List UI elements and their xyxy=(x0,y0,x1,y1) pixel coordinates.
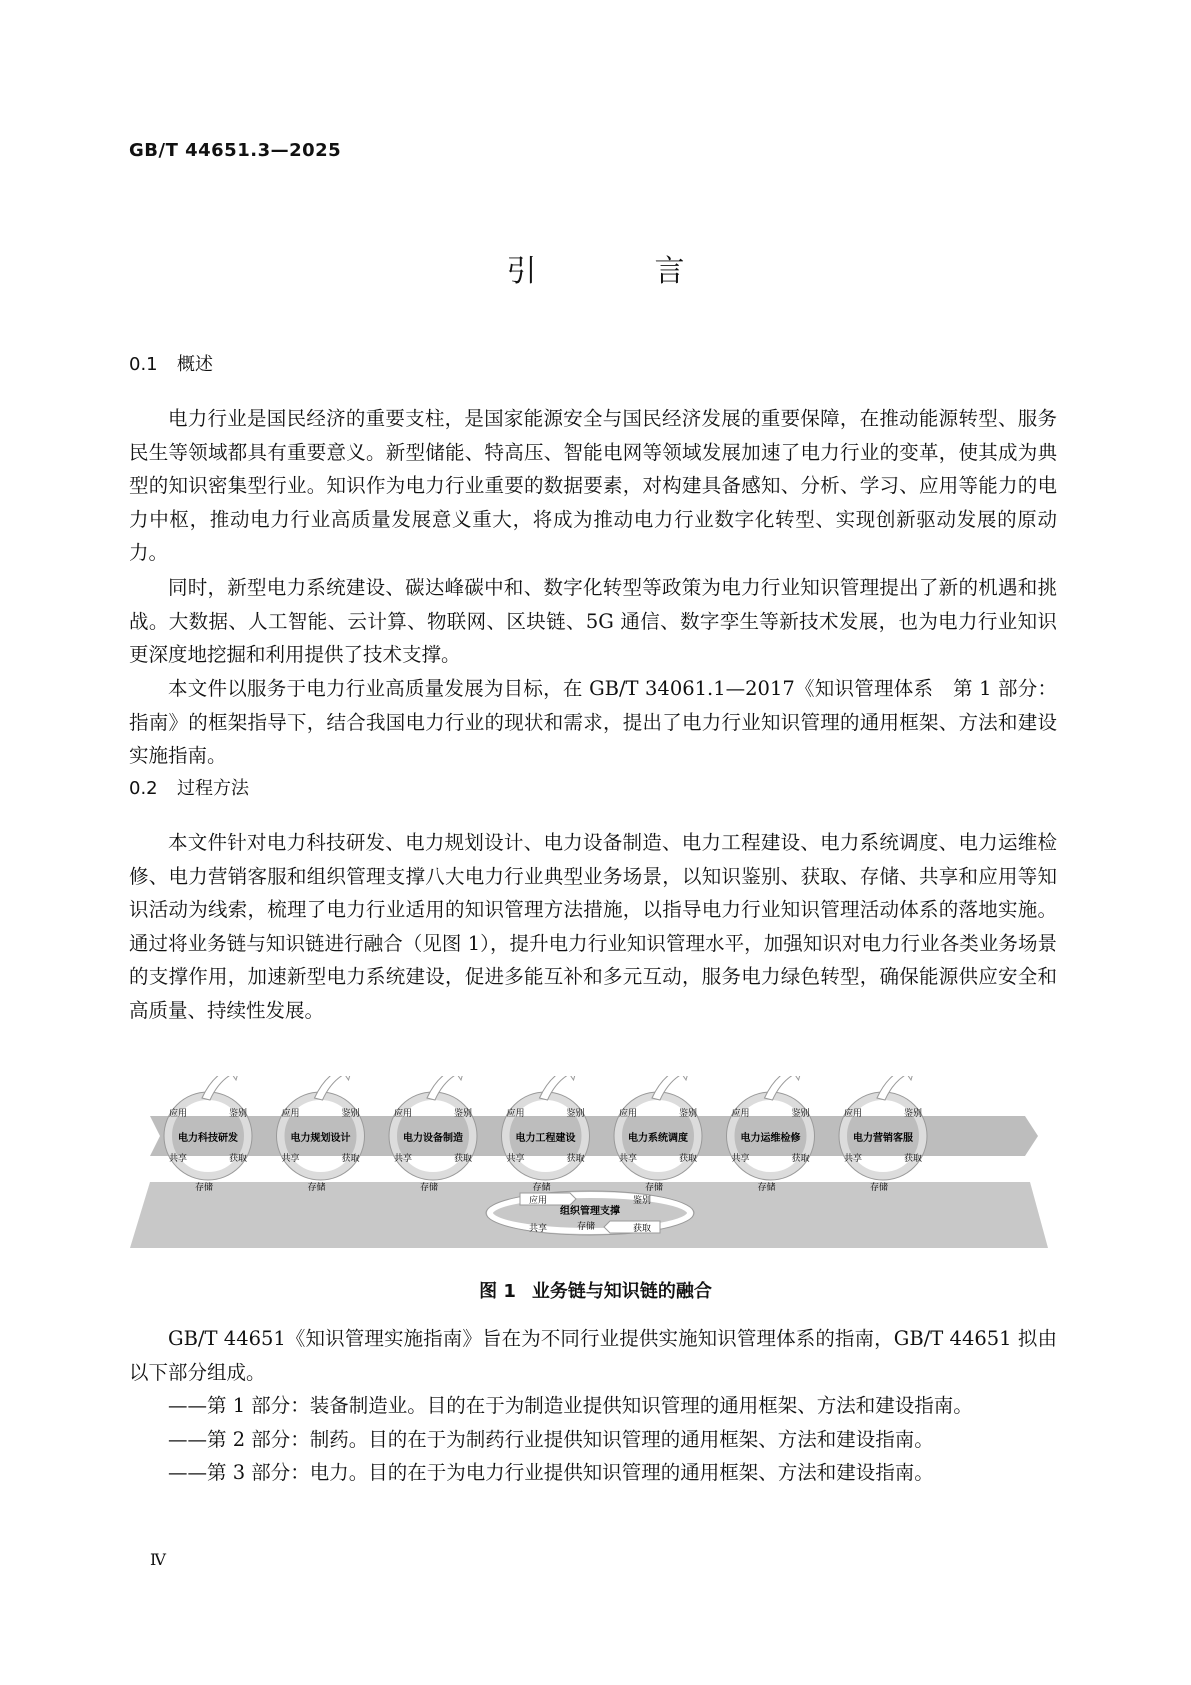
activity-label-acquire: 获取 xyxy=(678,1154,698,1164)
activity-label-apply: 应用 xyxy=(618,1109,638,1119)
figure-business-knowledge-chain xyxy=(128,1076,1064,1256)
business-label: 电力科技研发 xyxy=(178,1133,238,1144)
activity-label-share: 共享 xyxy=(393,1154,413,1164)
caption-text: 业务链与知识链的融合 xyxy=(531,1281,712,1302)
activity-label-store: 存储 xyxy=(869,1183,889,1193)
activity-label-acquire: 获取 xyxy=(453,1154,473,1164)
support-activity-apply: 应用 xyxy=(528,1196,548,1206)
business-label: 电力设备制造 xyxy=(403,1133,463,1144)
activity-label-identify: 鉴别 xyxy=(903,1109,923,1119)
activity-label-share: 共享 xyxy=(843,1154,863,1164)
page-title: 引 言 xyxy=(506,254,729,289)
section-number: 0.2 xyxy=(129,778,158,799)
list-item-part-3: ——第 3 部分：电力。目的在于为电力行业提供知识管理的通用框架、方法和建设指南。 xyxy=(168,1461,934,1484)
activity-label-acquire: 获取 xyxy=(566,1154,585,1164)
activity-label-share: 共享 xyxy=(168,1154,188,1164)
activity-label-acquire: 获取 xyxy=(341,1154,360,1164)
caption-number: 图 1 xyxy=(479,1281,516,1302)
activity-label-store: 存储 xyxy=(757,1183,776,1193)
support-label: 组织管理支撑 xyxy=(560,1206,620,1217)
paragraph-series-intro: GB/T 44651《知识管理实施指南》旨在为不同行业提供实施知识管理体系的指南，GB/T 44651 拟由以下部分组成。 xyxy=(129,1327,1057,1384)
activity-label-identify: 鉴别 xyxy=(228,1109,248,1119)
paragraph-process-method: 本文件针对电力科技研发、电力规划设计、电力设备制造、电力工程建设、电力系统调度、电力运维检修、电力营销客服和组织管理支撑八大电力行业典型业务场景，以知识鉴别、获取、存储、共享和应用等知识活动为线索，梳理了电力行业适用的知识管理方法措施，以指导电力行业知识管理活动体系的落地实施。通过将业务链与知识链进行融合（见图 1），提升电力行业知识管理水平，加强知识对电力行业各类业务场景的支撑作用，加速新型电力系统建设，促进多能互补和多元互动，服务电力绿色转型，确保能源供应安全和高质量、持续性发展。 xyxy=(129,831,1057,1022)
activity-label-apply: 应用 xyxy=(506,1109,525,1119)
support-activity-share: 共享 xyxy=(528,1224,548,1234)
activity-label-store: 存储 xyxy=(419,1183,439,1193)
activity-label-identify: 鉴别 xyxy=(566,1109,585,1119)
list-item-part-1: ——第 1 部分：装备制造业。目的在于为制造业提供知识管理的通用框架、方法和建设指南。 xyxy=(168,1394,973,1417)
paragraph-overview-2: 同时，新型电力系统建设、碳达峰碳中和、数字化转型等政策为电力行业知识管理提出了新的机遇和挑战。大数据、人工智能、云计算、物联网、区块链、5G 通信、数字孪生等新技术发展，也为电力行业知识更深度地挖掘和利用提供了技术支撑。 xyxy=(129,576,1057,667)
activity-label-apply: 应用 xyxy=(843,1109,863,1119)
activity-label-store: 存储 xyxy=(644,1183,664,1193)
activity-label-apply: 应用 xyxy=(731,1109,750,1119)
activity-label-share: 共享 xyxy=(731,1154,750,1164)
fusion-diagram xyxy=(128,1076,1064,1252)
paragraph-overview-1: 电力行业是国民经济的重要支柱，是国家能源安全与国民经济发展的重要保障，在推动能源转型、服务民生等领域都具有重要意义。新型储能、特高压、智能电网等领域发展加速了电力行业的变革，使其成为典型的知识密集型行业。知识作为电力行业重要的数据要素，对构建具备感知、分析、学习、应用等能力的电力中枢，推动电力行业高质量发展意义重大，将成为推动电力行业数字化转型、实现创新驱动发展的原动力。 xyxy=(129,407,1057,565)
activity-label-acquire: 获取 xyxy=(228,1154,248,1164)
activity-label-share: 共享 xyxy=(618,1154,638,1164)
page-number: Ⅳ xyxy=(150,1550,166,1569)
section-title: 概述 xyxy=(177,354,213,375)
activity-label-acquire: 获取 xyxy=(791,1154,810,1164)
support-activity-store: 存储 xyxy=(576,1222,596,1232)
section-title: 过程方法 xyxy=(177,778,249,799)
business-label: 电力系统调度 xyxy=(628,1133,688,1144)
business-label: 电力运维检修 xyxy=(740,1133,801,1144)
section-heading-0-1 xyxy=(129,350,213,376)
activity-label-acquire: 获取 xyxy=(903,1154,923,1164)
activity-label-store: 存储 xyxy=(307,1183,326,1193)
activity-label-store: 存储 xyxy=(532,1183,551,1193)
figure-caption xyxy=(0,1277,1191,1303)
activity-label-identify: 鉴别 xyxy=(678,1109,698,1119)
paragraph-overview-3: 本文件以服务于电力行业高质量发展为目标，在 GB/T 34061.1—2017《知识管理体系 第 1 部分：指南》的框架指导下，结合我国电力行业的现状和需求，提出了电力行业知识管理的通用框架、方法和建设实施指南。 xyxy=(129,677,1057,768)
business-label: 电力营销客服 xyxy=(853,1133,913,1144)
activity-label-share: 共享 xyxy=(506,1154,525,1164)
activity-label-store: 存储 xyxy=(194,1183,214,1193)
section-heading-0-2 xyxy=(129,774,249,800)
activity-label-apply: 应用 xyxy=(168,1109,188,1119)
activity-label-identify: 鉴别 xyxy=(453,1109,473,1119)
standard-code: GB/T 44651.3—2025 xyxy=(129,140,342,161)
support-activity-acquire: 获取 xyxy=(632,1224,652,1234)
business-label: 电力工程建设 xyxy=(515,1133,576,1144)
activity-label-identify: 鉴别 xyxy=(791,1109,810,1119)
support-activity-identify: 鉴别 xyxy=(632,1196,652,1206)
activity-label-apply: 应用 xyxy=(281,1109,300,1119)
list-item-part-2: ——第 2 部分：制药。目的在于为制药行业提供知识管理的通用框架、方法和建设指南。 xyxy=(168,1428,934,1451)
business-label: 电力规划设计 xyxy=(290,1133,351,1144)
activity-label-apply: 应用 xyxy=(393,1109,413,1119)
activity-label-share: 共享 xyxy=(281,1154,300,1164)
activity-label-identify: 鉴别 xyxy=(341,1109,360,1119)
section-number: 0.1 xyxy=(129,354,158,375)
